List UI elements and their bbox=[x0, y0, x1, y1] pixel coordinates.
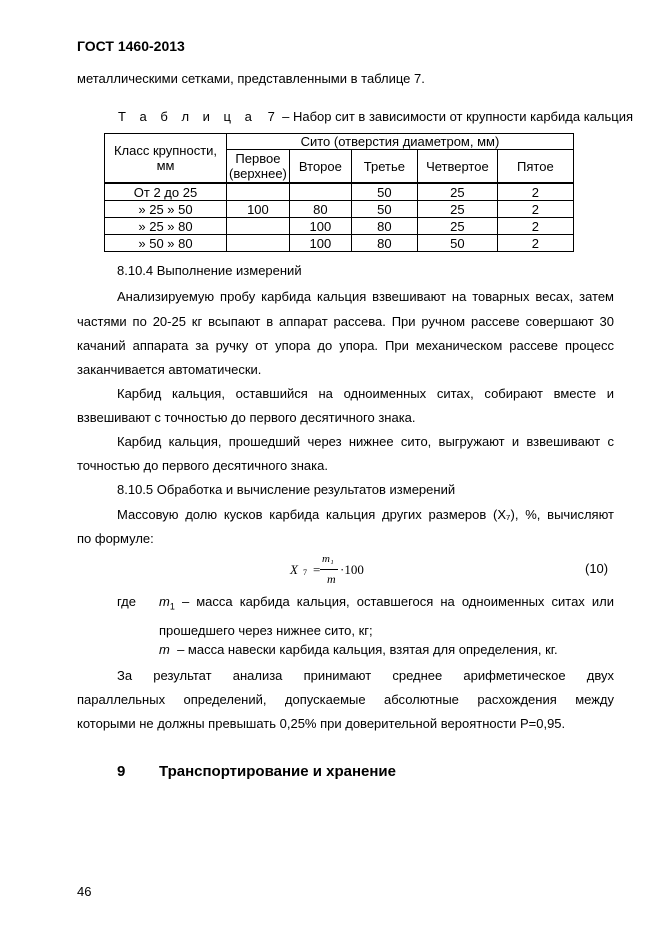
cell-sieve-3: 80 bbox=[351, 235, 417, 252]
paragraph-line: За результат анализа принимают среднее арифметическое двух bbox=[117, 668, 614, 683]
cell-sieve-5: 2 bbox=[497, 218, 573, 235]
cell-class: От 2 до 25 bbox=[105, 183, 227, 201]
heading-8-10-4: 8.10.4 Выполнение измерений bbox=[117, 263, 302, 278]
heading-8-10-5: 8.10.5 Обработка и вычисление результатов измерений bbox=[117, 482, 456, 497]
paragraph-line: по формуле: bbox=[77, 531, 154, 546]
paragraph-line: качаний аппарата за ручку от упора до упора. При механическом рассеве процесс bbox=[77, 338, 614, 353]
cell-sieve-3: 50 bbox=[351, 183, 417, 201]
cell-class: » 50 » 80 bbox=[105, 235, 227, 252]
m1-subscript: 1 bbox=[169, 601, 175, 612]
cell-sieve-3: 80 bbox=[351, 218, 417, 235]
formula-denominator: m bbox=[327, 572, 336, 586]
definition-m bbox=[159, 638, 614, 662]
table-caption-label: Т а б л и ц а bbox=[118, 109, 257, 124]
cell-sieve-5: 2 bbox=[497, 201, 573, 218]
header-sieve-5: Пятое bbox=[497, 150, 573, 184]
section-title: Транспортирование и хранение bbox=[159, 763, 396, 780]
header-sieve-1: Первое (верхнее) bbox=[227, 150, 290, 184]
cell-sieve-1 bbox=[227, 235, 290, 252]
cell-sieve-2: 100 bbox=[289, 235, 351, 252]
intro-line: металлическими сетками, представленными в таблице 7. bbox=[77, 71, 425, 86]
formula-fraction-bar bbox=[320, 569, 338, 570]
header-sieve-2: Второе bbox=[289, 150, 351, 184]
cell-sieve-1 bbox=[227, 183, 290, 201]
formula-numerator: m₁ bbox=[322, 553, 334, 565]
cell-sieve-4: 50 bbox=[417, 235, 497, 252]
paragraph-line: частями по 20-25 кг всыпают в аппарат рассева. При ручном рассеве совершают 30 bbox=[77, 314, 614, 329]
table-caption-text: – Набор сит в зависимости от крупности карбида кальция bbox=[282, 109, 633, 124]
paragraph-line: Массовую долю кусков карбида кальция других размеров (X₇), %, вычисляют bbox=[117, 507, 614, 522]
formula-lhs-subscript: 7 bbox=[303, 568, 307, 577]
cell-class: » 25 » 50 bbox=[105, 201, 227, 218]
paragraph-line: Карбид кальция, прошедший через нижнее сито, выгружают и взвешивают с bbox=[117, 434, 614, 449]
m-symbol: m bbox=[159, 642, 170, 657]
formula-lhs: X bbox=[290, 562, 298, 577]
cell-sieve-2: 80 bbox=[289, 201, 351, 218]
table-row bbox=[105, 183, 574, 201]
m1-text-cont: прошедшего через нижнее сито, кг; bbox=[159, 622, 373, 638]
cell-sieve-4: 25 bbox=[417, 218, 497, 235]
where-label: где bbox=[117, 594, 136, 609]
cell-sieve-2 bbox=[289, 183, 351, 201]
cell-class: » 25 » 80 bbox=[105, 218, 227, 235]
paragraph-line: Анализируемую пробу карбида кальция взвешивают на товарных весах, затем bbox=[117, 289, 614, 304]
cell-sieve-4: 25 bbox=[417, 183, 497, 201]
definition-m1 bbox=[159, 590, 614, 643]
paragraph-line: точностью до первого десятичного знака. bbox=[77, 458, 328, 473]
paragraph-line: параллельных определений, допускаемые абсолютные расхождения между bbox=[77, 692, 614, 707]
cell-sieve-5: 2 bbox=[497, 235, 573, 252]
m1-symbol: m bbox=[159, 594, 170, 609]
formula-number: (10) bbox=[585, 561, 609, 576]
cell-sieve-4: 25 bbox=[417, 201, 497, 218]
table-row bbox=[105, 218, 574, 235]
cell-sieve-1 bbox=[227, 218, 290, 235]
section-number: 9 bbox=[117, 763, 126, 780]
cell-sieve-3: 50 bbox=[351, 201, 417, 218]
formula-equals: = bbox=[313, 562, 321, 577]
table-caption bbox=[118, 109, 633, 124]
m1-text: – масса карбида кальция, оставшегося на одноименных ситах или bbox=[181, 594, 614, 609]
table-row bbox=[105, 201, 574, 218]
header-sieve-3: Третье bbox=[351, 150, 417, 184]
formula-multiplier: ·100 bbox=[340, 562, 364, 577]
sieve-table bbox=[104, 133, 574, 252]
document-header: ГОСТ 1460-2013 bbox=[77, 38, 185, 54]
cell-sieve-1: 100 bbox=[227, 201, 290, 218]
cell-sieve-2: 100 bbox=[289, 218, 351, 235]
table-caption-number: 7 bbox=[267, 109, 275, 124]
paragraph-line: которыми не должны превышать 0,25% при доверительной вероятности Р=0,95. bbox=[77, 716, 566, 731]
header-sieve-4: Четвертое bbox=[417, 150, 497, 184]
header-class: Класс крупности, мм bbox=[105, 134, 227, 184]
paragraph-line: заканчивается автоматически. bbox=[77, 362, 262, 377]
header-sieve: Сито (отверстия диаметром, мм) bbox=[227, 134, 574, 150]
cell-sieve-5: 2 bbox=[497, 183, 573, 201]
page-number: 46 bbox=[77, 884, 92, 899]
m-text: – масса навески карбида кальция, взятая для определения, кг. bbox=[177, 642, 558, 657]
paragraph-line: взвешивают с точностью до первого десятичного знака. bbox=[77, 410, 416, 425]
table-row bbox=[105, 235, 574, 252]
paragraph-line: Карбид кальция, оставшийся на одноименных ситах, собирают вместе и bbox=[117, 386, 614, 401]
